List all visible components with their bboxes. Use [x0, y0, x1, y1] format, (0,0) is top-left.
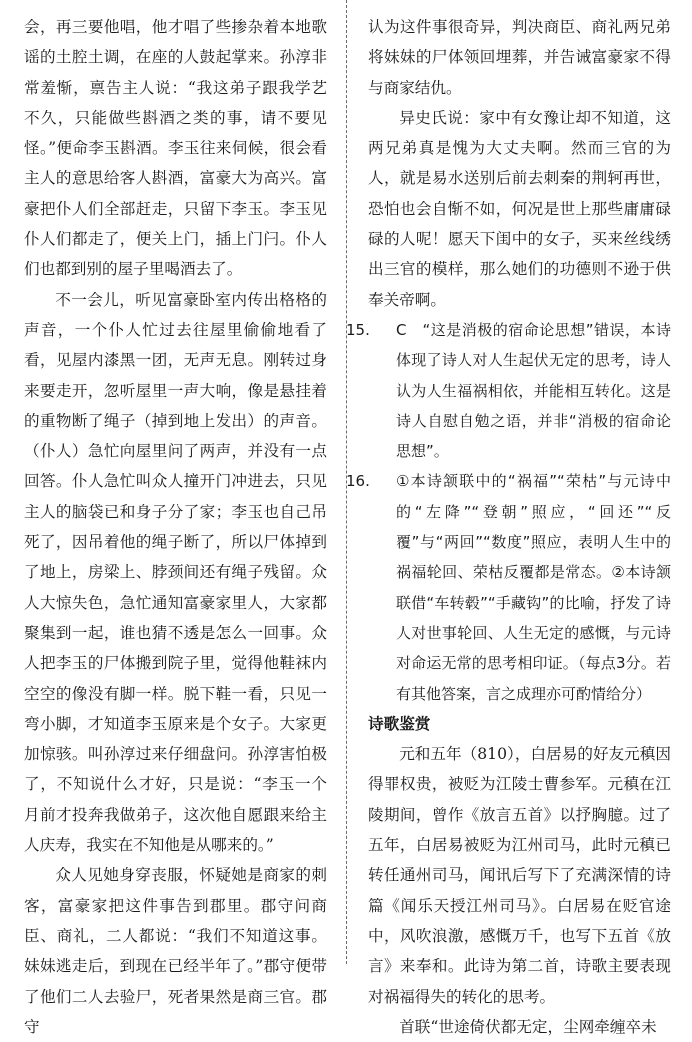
right-column	[346, 12, 671, 1042]
right-paragraph-4: 首联“世途倚伏都无定，尘网牵缠卒未	[399, 1017, 657, 1036]
right-paragraph-3: 元和五年（810），白居易的好友元稹因得罪权贵，被贬为江陵士曹参军。元稹在江陵期间，曾作《放言五首》以抒胸臆。过了五年，白居易被贬为江州司马，此时元稹已转任通州司马，闻讯后写下了充满深情的诗篇《闻乐天授江州司马》。白居易在贬官途中，风吹浪激，感慨万千，也写下五首《放言》来奉和。此诗为第二首，诗歌主要表现对祸福得失的转化的思考。	[368, 745, 671, 1006]
right-paragraph-2: 异史氏说：家中有女豫让却不知道，这两兄弟真是愧为大丈夫啊。然而三官的为人，就是易水送别后前去刺秦的荆轲再世，恐怕也会自惭不如，何况是世上那些庸庸碌碌的人呢！愿天下闺中的女子，买来丝线绣出三官的模样，那么她们的功德则不逊于供奉关帝啊。	[368, 108, 671, 309]
answer-16	[346, 466, 671, 708]
answer-16-text: ①本诗颔联中的“祸福”“荣枯”与元诗中的“左降”“登朝”照应，“回还”“反覆”与“两回”“数度”照应，表明人生中的祸福轮回、荣枯反覆都是常态。②本诗颔联借“车转毂”“手藏钩”的比喻，抒发了诗人对世事轮回、人生无定的感慨，与元诗对命运无常的思考相印证。（每点3分。若有其他答案，言之成理亦可酌情给分）	[396, 472, 671, 703]
answer-16-number: 16.	[346, 472, 370, 491]
answer-15-number: 15.	[346, 320, 370, 339]
left-column	[24, 12, 327, 1042]
section-heading: 诗歌鉴赏	[368, 714, 431, 733]
right-paragraph-1: 认为这件事很奇异，判决商臣、商礼两兄弟将妹妹的尸体领回埋葬，并告诫富豪家不得与商家结仇。	[368, 18, 671, 97]
left-paragraph-3: 众人见她身穿丧服，怀疑她是商家的刺客，富豪家把这件事告到郡里。郡守问商臣、商礼，二人都说：“我们不知道这事。妹妹逃走后，到现在已经半年了。”郡守便带了他们二人去验尸，死者果然是商三官。郡守	[24, 866, 327, 1036]
left-paragraph-1: 会，再三要他唱，他才唱了些掺杂着本地歌谣的土腔土调，在座的人鼓起掌来。孙淳非常羞惭，禀告主人说：“我这弟子跟我学艺不久，只能做些斟酒之类的事，请不要见怪。”便命李玉斟酒。李玉往来伺候，很会看主人的意思给客人斟酒，富豪大为高兴。富豪把仆人们全部赶走，只留下李玉。李玉见仆人们都走了，便关上门，插上门闩。仆人们也都到别的屋子里喝酒去了。	[24, 18, 327, 279]
left-paragraph-2: 不一会儿，听见富豪卧室内传出格格的声音，一个仆人忙过去往屋里偷偷地看了看，见屋内漆黑一团，无声无息。刚转过身来要走开，忽听屋里一声大响，像是悬挂着的重物断了绳子（掉到地上发出）的声音。（仆人）急忙向屋里问了两声，并没有一点回答。仆人急忙叫众人撞开门冲进去，只见主人的脑袋已和身子分了家；李玉也自己吊死了，因吊着他的绳子断了，所以尸体掉到了地上，房梁上、脖颈间还有绳子残留。众人大惊失色，急忙通知富豪家里人，大家都聚集到一起，谁也猜不透是怎么一回事。众人把李玉的尸体搬到院子里，觉得他鞋袜内空空的像没有脚一样。脱下鞋一看，只见一弯小脚，才知道李玉原来是个女子。大家更加惊骇。叫孙淳过来仔细盘问。孙淳害怕极了，不知说什么才好，只是说：“李玉一个月前才投奔我做弟子，这次他自愿跟来给主人庆寿，我实在不知他是从哪来的。”	[24, 290, 327, 855]
answer-15-text: C “这是消极的宿命论思想”错误，本诗体现了诗人对人生起伏无定的思考，诗人认为人生福祸相依，并能相互转化。这是诗人自慰自勉之语，并非“消极的宿命论思想”。	[396, 320, 671, 461]
answer-15	[346, 315, 671, 466]
